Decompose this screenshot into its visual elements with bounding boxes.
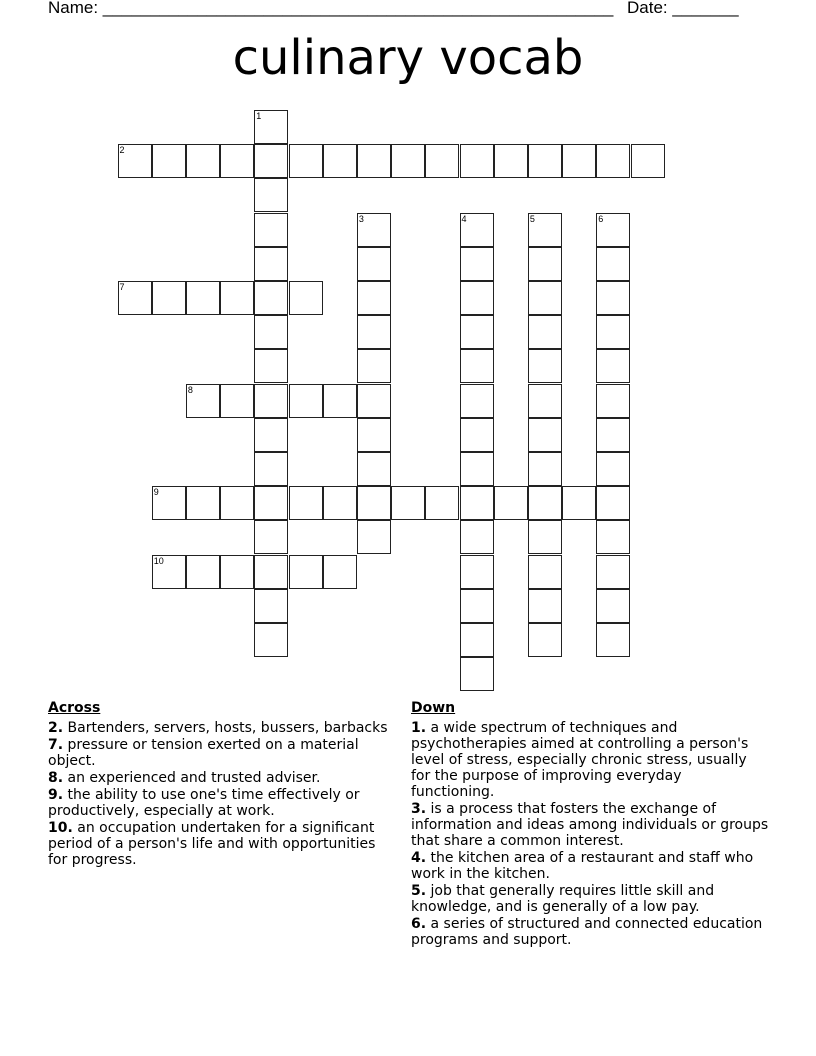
across-clue-list <box>48 720 393 868</box>
grid-cell[interactable] <box>528 452 562 486</box>
clue-number: 9. <box>48 787 64 803</box>
grid-cell[interactable] <box>152 281 186 315</box>
clue-number: 7. <box>48 737 64 753</box>
grid-cell[interactable] <box>357 520 391 554</box>
grid-cell[interactable] <box>460 486 494 520</box>
grid-cell[interactable] <box>528 144 562 178</box>
grid-cell[interactable] <box>186 144 220 178</box>
grid-cell[interactable] <box>391 486 425 520</box>
clue-text: the kitchen area of a restaurant and staff who work in the kitchen. <box>411 850 754 882</box>
grid-cell[interactable] <box>596 213 630 247</box>
grid-cell[interactable] <box>254 178 288 212</box>
grid-cell[interactable] <box>460 555 494 589</box>
clue-number: 4 <box>461 213 467 224</box>
grid-cell[interactable] <box>254 520 288 554</box>
grid-cell[interactable] <box>254 384 288 418</box>
grid-cell[interactable] <box>357 384 391 418</box>
grid-cell[interactable] <box>323 555 357 589</box>
grid-cell[interactable] <box>289 144 323 178</box>
grid-cell[interactable] <box>357 349 391 383</box>
clue-text: is a process that fosters the exchange of information and ideas among individuals or groups that share a common interest. <box>411 801 769 849</box>
grid-cell[interactable] <box>596 589 630 623</box>
down-clue <box>411 801 769 849</box>
grid-cell[interactable] <box>186 555 220 589</box>
grid-cell[interactable] <box>152 144 186 178</box>
grid-cell[interactable] <box>460 657 494 691</box>
grid-cell[interactable] <box>357 486 391 520</box>
grid-cell[interactable] <box>323 384 357 418</box>
grid-cell[interactable] <box>357 213 391 247</box>
grid-cell[interactable] <box>460 418 494 452</box>
grid-cell[interactable] <box>357 281 391 315</box>
grid-cell[interactable] <box>357 452 391 486</box>
clue-text: the ability to use one's time effectively or productively, especially at work. <box>48 787 360 819</box>
grid-cell[interactable] <box>186 281 220 315</box>
clue-number: 1 <box>256 111 262 121</box>
grid-cell[interactable] <box>254 247 288 281</box>
grid-cell[interactable] <box>460 213 494 247</box>
grid-cell[interactable] <box>562 144 596 178</box>
grid-cell[interactable] <box>596 349 630 383</box>
grid-cell[interactable] <box>220 384 254 418</box>
grid-cell[interactable] <box>596 315 630 349</box>
grid-cell[interactable] <box>220 555 254 589</box>
page-title: culinary vocab <box>232 30 584 86</box>
grid-cell[interactable] <box>425 486 459 520</box>
grid-cell[interactable] <box>528 384 562 418</box>
grid-cell[interactable] <box>323 486 357 520</box>
grid-cell[interactable] <box>152 486 186 520</box>
clue-number: 7 <box>119 282 125 292</box>
grid-cell[interactable] <box>596 384 630 418</box>
clue-number: 1. <box>411 720 427 736</box>
grid-cell[interactable] <box>220 144 254 178</box>
grid-cell[interactable] <box>460 349 494 383</box>
grid-cell[interactable] <box>220 281 254 315</box>
grid-cell[interactable] <box>460 589 494 623</box>
down-clue <box>411 883 769 915</box>
down-clue <box>411 916 769 948</box>
name-field-label: Name: ______________________________________________________ <box>48 0 614 17</box>
down-clue <box>411 720 769 800</box>
grid-cell[interactable] <box>186 486 220 520</box>
clue-text: pressure or tension exerted on a material object. <box>48 737 359 769</box>
grid-cell[interactable] <box>528 247 562 281</box>
grid-cell[interactable] <box>391 144 425 178</box>
clue-number: 10 <box>153 555 164 566</box>
grid-cell[interactable] <box>596 418 630 452</box>
clue-number: 6. <box>411 916 427 932</box>
grid-cell[interactable] <box>494 144 528 178</box>
grid-cell[interactable] <box>596 623 630 657</box>
grid-cell[interactable] <box>596 247 630 281</box>
grid-cell[interactable] <box>357 247 391 281</box>
clue-text: a series of structured and connected education programs and support. <box>411 916 763 948</box>
grid-cell[interactable] <box>289 555 323 589</box>
grid-cell[interactable] <box>460 315 494 349</box>
grid-cell[interactable] <box>528 315 562 349</box>
grid-cell[interactable] <box>254 213 288 247</box>
clue-number: 10. <box>48 820 73 836</box>
grid-cell[interactable] <box>289 384 323 418</box>
grid-cell[interactable] <box>596 452 630 486</box>
grid-cell[interactable] <box>528 589 562 623</box>
grid-cell[interactable] <box>596 144 630 178</box>
date-field-label: Date: _______ <box>627 0 739 17</box>
grid-cell[interactable] <box>254 452 288 486</box>
grid-cell[interactable] <box>528 623 562 657</box>
grid-cell[interactable] <box>118 144 152 178</box>
grid-cell[interactable] <box>118 281 152 315</box>
grid-cell[interactable] <box>152 555 186 589</box>
grid-cell[interactable] <box>528 281 562 315</box>
grid-cell[interactable] <box>254 315 288 349</box>
grid-cell[interactable] <box>528 555 562 589</box>
clue-text: Bartenders, servers, hosts, bussers, barbacks <box>63 720 388 736</box>
grid-cell[interactable] <box>323 144 357 178</box>
grid-cell[interactable] <box>596 555 630 589</box>
clue-number: 9 <box>153 487 159 498</box>
clue-number: 3 <box>358 213 364 224</box>
grid-cell[interactable] <box>528 520 562 554</box>
clue-text: job that generally requires little skill and knowledge, and is generally of a low pay. <box>411 883 715 915</box>
grid-cell[interactable] <box>460 281 494 315</box>
across-clue <box>48 787 393 819</box>
clue-number: 3. <box>411 801 427 817</box>
across-clue <box>48 770 393 786</box>
grid-cell[interactable] <box>528 486 562 520</box>
across-clue <box>48 737 393 769</box>
grid-cell[interactable] <box>596 486 630 520</box>
grid-cell[interactable] <box>254 555 288 589</box>
clue-number: 2 <box>119 145 125 156</box>
clue-text: an occupation undertaken for a significant period of a person's life and with opportunities for progress. <box>48 820 376 868</box>
grid-cell[interactable] <box>425 144 459 178</box>
clue-number: 6 <box>598 213 604 224</box>
grid-cell[interactable] <box>254 144 288 178</box>
clue-number: 8. <box>48 770 64 786</box>
grid-cell[interactable] <box>254 110 288 144</box>
grid-cell[interactable] <box>528 349 562 383</box>
grid-cell[interactable] <box>254 589 288 623</box>
grid-cell[interactable] <box>289 281 323 315</box>
grid-cell[interactable] <box>596 520 630 554</box>
grid-cell[interactable] <box>494 486 528 520</box>
grid-cell[interactable] <box>220 486 254 520</box>
grid-cell[interactable] <box>254 418 288 452</box>
grid-cell[interactable] <box>289 486 323 520</box>
grid-cell[interactable] <box>460 623 494 657</box>
down-clue <box>411 850 769 882</box>
grid-cell[interactable] <box>596 281 630 315</box>
grid-cell[interactable] <box>357 418 391 452</box>
grid-cell[interactable] <box>460 144 494 178</box>
across-heading: Across <box>48 700 101 716</box>
clue-text: an experienced and trusted adviser. <box>63 770 321 786</box>
grid-cell[interactable] <box>460 452 494 486</box>
grid-cell[interactable] <box>357 315 391 349</box>
grid-cell[interactable] <box>528 418 562 452</box>
grid-cell[interactable] <box>254 349 288 383</box>
grid-cell[interactable] <box>254 623 288 657</box>
grid-cell[interactable] <box>254 486 288 520</box>
clue-text: a wide spectrum of techniques and psychotherapies aimed at controlling a person's level of stress, especially chronic stress, usually for the purpose of improving everyday functioning. <box>411 720 749 800</box>
across-clues <box>48 700 393 869</box>
grid-cell[interactable] <box>254 281 288 315</box>
grid-cell[interactable] <box>460 520 494 554</box>
grid-cell[interactable] <box>460 247 494 281</box>
across-clue <box>48 720 393 736</box>
grid-cell[interactable] <box>460 384 494 418</box>
down-clues <box>411 700 769 949</box>
down-heading: Down <box>411 700 456 716</box>
grid-cell[interactable] <box>186 384 220 418</box>
clue-number: 4. <box>411 850 427 866</box>
clue-number: 5. <box>411 883 427 899</box>
grid-cell[interactable] <box>357 144 391 178</box>
clue-number: 5 <box>529 213 535 224</box>
clue-number: 8 <box>187 384 193 395</box>
grid-cell[interactable] <box>631 144 665 178</box>
clue-number: 2. <box>48 720 64 736</box>
across-clue <box>48 820 393 868</box>
grid-cell[interactable] <box>528 213 562 247</box>
down-clue-list <box>411 720 769 948</box>
grid-cell[interactable] <box>562 486 596 520</box>
